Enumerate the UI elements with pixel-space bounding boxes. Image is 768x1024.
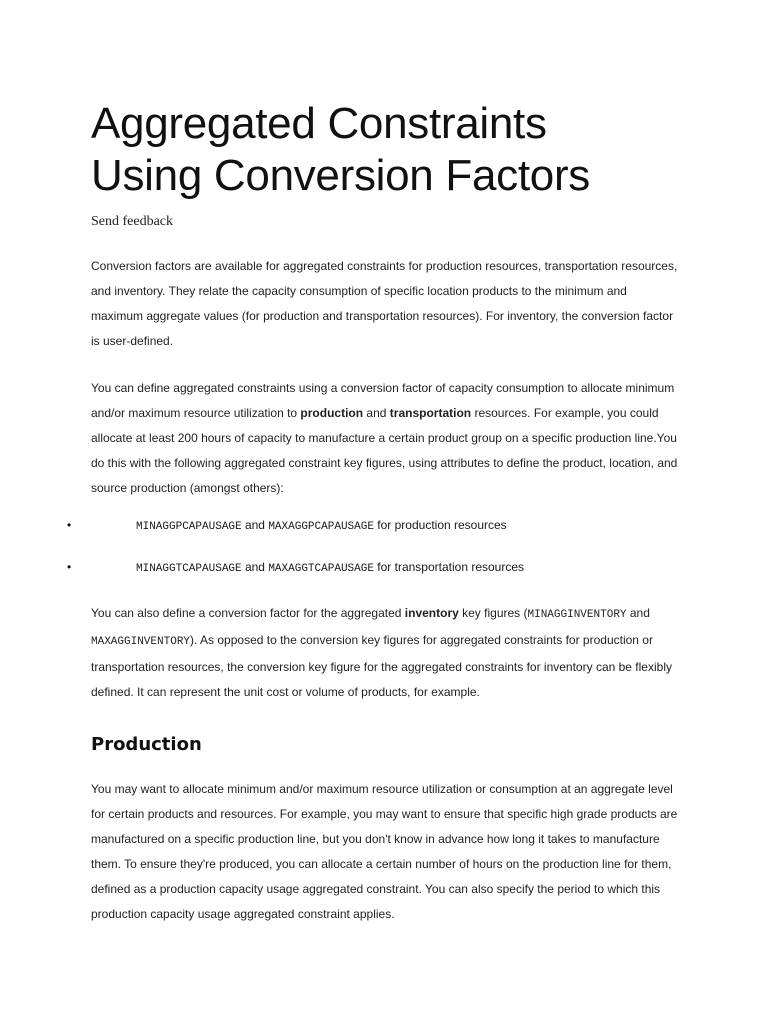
document-content [67, 98, 681, 927]
production-bold: production [300, 406, 364, 420]
page-title [91, 98, 681, 202]
list-item [67, 515, 681, 537]
key-figure-code: MINAGGPCAPAUSAGE [136, 521, 242, 533]
para3-text-3: and [626, 606, 650, 620]
bullet-icon: • [67, 560, 72, 574]
section-heading-production: Production [91, 734, 202, 755]
key-figure-code: MAXAGGINVENTORY [91, 636, 191, 648]
list-item-joiner: and [241, 560, 269, 574]
intro-paragraph: Conversion factors are available for aggregated constraints for production resources, transportation resources, and inventory. They relate the capacity consumption of specific location products to the minimum and maximum aggregate values (for production and transportation resources). For inventory, the conversion factor is user-defined. [91, 259, 678, 348]
list-item-joiner: and [241, 518, 269, 532]
inventory-paragraph [91, 601, 681, 705]
para2-text-2: and [363, 406, 390, 420]
key-figure-code: MINAGGINVENTORY [527, 609, 627, 621]
list-item [67, 557, 681, 579]
title-line-2: Using Conversion Factors [91, 151, 590, 200]
para2-text-1: You can define aggregated constraints using a conversion factor of capacity consumption to allocate minimum and/or maximum resource utilization to [91, 381, 675, 420]
para2-text-3: resources. For example, you could allocate at least 200 hours of capacity to manufacture a certain product group on a specific production line.You do this with the following aggregated constraint key figures, using attributes to define the product, location, and source production (amongst others): [91, 406, 678, 495]
send-feedback-link[interactable]: Send feedback [91, 214, 174, 229]
key-figure-code: MAXAGGPCAPAUSAGE [268, 521, 374, 533]
define-constraints-paragraph [91, 376, 681, 501]
list-item-suffix: for transportation resources [373, 560, 525, 574]
key-figure-list [67, 515, 681, 579]
bullet-icon: • [67, 518, 72, 532]
transportation-bold: transportation [389, 406, 472, 420]
key-figure-code: MINAGGTCAPAUSAGE [136, 563, 242, 575]
para3-text-1: You can also define a conversion factor for the aggregated [91, 606, 405, 620]
para3-text-2: key figures ( [458, 606, 528, 620]
title-line-1: Aggregated Constraints [91, 99, 547, 148]
list-item-suffix: for production resources [373, 518, 507, 532]
key-figure-code: MAXAGGTCAPAUSAGE [268, 563, 374, 575]
para3-text-4: ). As opposed to the conversion key figures for aggregated constraints for production or transportation resources, the conversion key figure for the aggregated constraints for inventory can be flexibly defined. It can represent the unit cost or volume of products, for example. [91, 633, 672, 699]
production-paragraph: You may want to allocate minimum and/or maximum resource utilization or consumption at an aggregate level for certain products and resources. For example, you may want to ensure that specific high grade products are manufactured on a specific production line, but you don't know in advance how long it takes to manufacture them. To ensure they're produced, you can allocate a certain number of hours on the production line for them, defined as a production capacity usage aggregated constraint. You can also specify the period to which this production capacity usage aggregated constraint applies. [91, 782, 678, 921]
inventory-bold: inventory [404, 606, 459, 620]
